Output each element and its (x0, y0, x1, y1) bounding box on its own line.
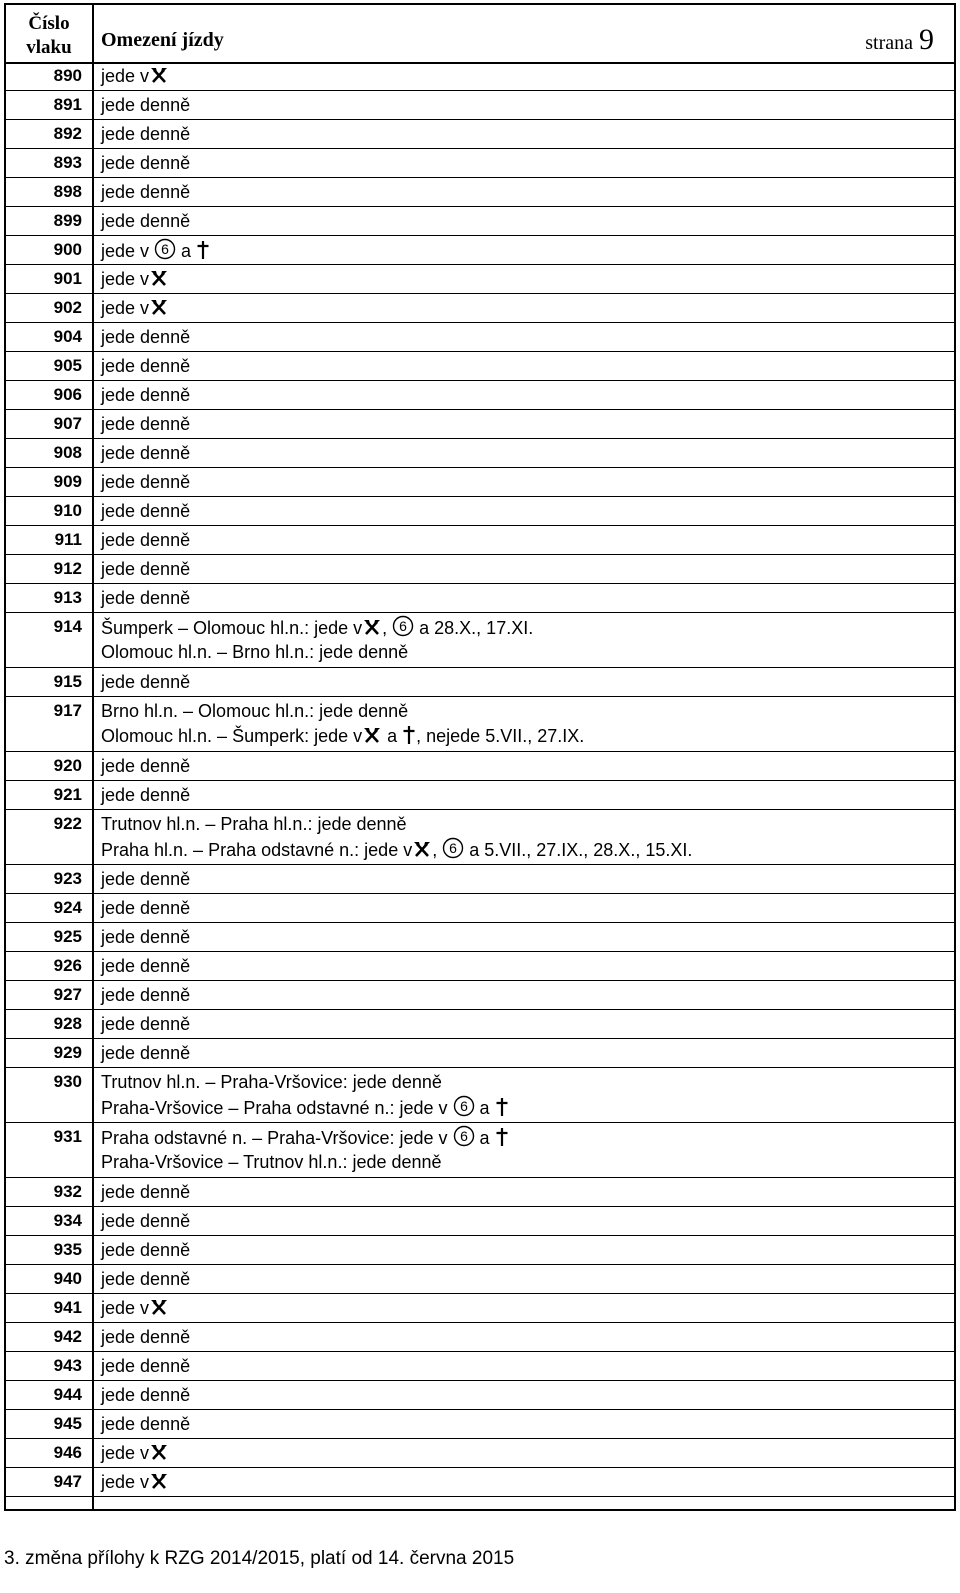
restriction-text (101, 1439, 954, 1466)
table-row (6, 265, 954, 294)
restriction-line: Praha-Vršovice – Trutnov hl.n.: jede denně (101, 1152, 442, 1172)
train-number: 947 (53, 1472, 82, 1491)
page-number (865, 23, 934, 57)
train-number: 926 (53, 956, 82, 975)
train-number: 925 (53, 927, 82, 946)
train-number: 904 (53, 327, 82, 346)
restriction-text (101, 236, 954, 263)
train-number: 914 (53, 617, 82, 636)
cross-sunday-icon (402, 725, 416, 752)
restriction-text (101, 149, 954, 176)
restriction-line: jede v (101, 296, 954, 321)
restriction-line: jede denně (101, 956, 191, 976)
train-number: 915 (53, 672, 82, 691)
restriction-header: Omezení jízdy (101, 29, 224, 51)
table-row (6, 865, 954, 894)
restriction-text (101, 668, 954, 695)
workday-hammers-icon (412, 839, 432, 859)
table-row (6, 555, 954, 584)
restriction-line: jede denně (101, 124, 191, 144)
cross-sunday-icon (196, 240, 210, 267)
table-row (6, 468, 954, 497)
table-row (6, 497, 954, 526)
train-number: 902 (53, 298, 82, 317)
train-number: 906 (53, 385, 82, 404)
train-number: 912 (53, 559, 82, 578)
restriction-text (101, 1236, 954, 1263)
table-row (6, 207, 954, 236)
circled-six-icon (453, 1095, 475, 1117)
train-number: 940 (53, 1269, 82, 1288)
page-label: strana (865, 32, 913, 54)
header-vlaku: vlaku (26, 37, 72, 58)
workday-hammers-icon (149, 1297, 169, 1324)
table-row (6, 1178, 954, 1207)
restriction-text (101, 410, 954, 437)
train-table (6, 62, 954, 1497)
train-number: 932 (53, 1182, 82, 1201)
restriction-text (101, 810, 954, 862)
workday-hammers-icon (362, 725, 382, 745)
restriction-line: jede v (101, 267, 954, 292)
restriction-text (101, 952, 954, 979)
restriction-line: jede denně (101, 327, 191, 347)
train-number: 935 (53, 1240, 82, 1259)
header-cislo: Číslo (28, 13, 70, 34)
train-number: 892 (53, 124, 82, 143)
workday-hammers-icon (149, 297, 169, 324)
train-number: 909 (53, 472, 82, 491)
restriction-line: jede denně (101, 385, 191, 405)
table-row (6, 236, 954, 265)
restriction-line: jede denně (101, 1269, 191, 1289)
svg-text:6: 6 (459, 1098, 468, 1114)
table-row (6, 752, 954, 781)
train-number: 900 (53, 240, 82, 259)
table-row (6, 952, 954, 981)
restriction-line: jede denně (101, 472, 191, 492)
circled-six-icon (453, 1095, 475, 1124)
restriction-text (101, 555, 954, 582)
restriction-text (101, 1068, 954, 1120)
restriction-text (101, 497, 954, 524)
svg-text:6: 6 (399, 618, 408, 634)
workday-hammers-icon (149, 297, 169, 317)
cross-sunday-icon (495, 1127, 509, 1154)
restriction-line: jede denně (101, 1014, 191, 1034)
table-row (6, 381, 954, 410)
train-number: 927 (53, 985, 82, 1004)
restriction-line: Brno hl.n. – Olomouc hl.n.: jede denně (101, 701, 409, 721)
restriction-line: jede denně (101, 1240, 191, 1260)
restriction-line: jede denně (101, 1043, 191, 1063)
circled-six-icon (154, 238, 176, 260)
restriction-text (101, 1207, 954, 1234)
restriction-text (101, 352, 954, 379)
restriction-text (101, 62, 954, 89)
restriction-text (101, 613, 954, 665)
circled-six-icon (442, 837, 464, 866)
restriction-line: jede denně (101, 1182, 191, 1202)
restriction-line: jede denně (101, 588, 191, 608)
table-row (6, 697, 954, 752)
train-number: 930 (53, 1072, 82, 1091)
table-row (6, 584, 954, 613)
restriction-text (101, 1410, 954, 1437)
workday-hammers-icon (412, 839, 432, 866)
circled-six-icon (154, 238, 176, 267)
table-row (6, 294, 954, 323)
train-number: 907 (53, 414, 82, 433)
restriction-line: jede denně (101, 927, 191, 947)
cross-sunday-icon (196, 240, 210, 260)
workday-hammers-icon (149, 1442, 169, 1469)
circled-six-icon (442, 837, 464, 859)
table-row (6, 91, 954, 120)
workday-hammers-icon (362, 617, 382, 637)
table-row (6, 439, 954, 468)
restriction-text (101, 923, 954, 950)
train-number: 924 (53, 898, 82, 917)
restriction-text (101, 894, 954, 921)
table-row (6, 1265, 954, 1294)
restriction-text (101, 1178, 954, 1205)
restriction-line: jede denně (101, 414, 191, 434)
circled-six-icon (453, 1125, 475, 1147)
train-number: 898 (53, 182, 82, 201)
restriction-line: jede denně (101, 182, 191, 202)
restriction-text (101, 781, 954, 808)
table-row (6, 352, 954, 381)
train-number: 934 (53, 1211, 82, 1230)
train-number: 929 (53, 1043, 82, 1062)
restriction-line: jede v (101, 1296, 954, 1321)
restriction-line: jede denně (101, 785, 191, 805)
restriction-text (101, 91, 954, 118)
train-number: 899 (53, 211, 82, 230)
restriction-text (101, 697, 954, 749)
train-number: 922 (53, 814, 82, 833)
restriction-text (101, 207, 954, 234)
train-number: 946 (53, 1443, 82, 1462)
restriction-text (101, 1123, 954, 1175)
train-number: 942 (53, 1327, 82, 1346)
restriction-text (101, 1352, 954, 1379)
restriction-line: Praha odstavné n. – Praha-Vršovice: jede v 6 a (101, 1125, 954, 1150)
table-row (6, 410, 954, 439)
restriction-text (101, 584, 954, 611)
restriction-line: jede denně (101, 443, 191, 463)
restriction-line: jede v (101, 1441, 954, 1466)
restriction-text (101, 1294, 954, 1321)
timetable-page (4, 3, 956, 1511)
restriction-text (101, 1468, 954, 1495)
table-row (6, 1236, 954, 1265)
table-row (6, 1294, 954, 1323)
restriction-line: jede denně (101, 356, 191, 376)
svg-text:6: 6 (449, 840, 458, 856)
restriction-line: jede denně (101, 672, 191, 692)
train-number: 944 (53, 1385, 82, 1404)
restriction-line: jede v (101, 64, 954, 89)
train-number: 931 (53, 1127, 82, 1146)
cross-sunday-icon (495, 1097, 509, 1124)
workday-hammers-icon (149, 65, 169, 85)
table-row (6, 1207, 954, 1236)
restriction-line: Trutnov hl.n. – Praha hl.n.: jede denně (101, 814, 407, 834)
circled-six-icon (392, 615, 414, 637)
footer-note: 3. změna přílohy k RZG 2014/2015, platí od 14. června 2015 (4, 1548, 515, 1569)
workday-hammers-icon (149, 1297, 169, 1317)
restriction-text (101, 468, 954, 495)
table-row (6, 1010, 954, 1039)
restriction-line: jede denně (101, 1385, 191, 1405)
restriction-text (101, 752, 954, 779)
restriction-text (101, 1265, 954, 1292)
table-row (6, 1439, 954, 1468)
table-row (6, 810, 954, 865)
restriction-text (101, 265, 954, 292)
restriction-line: jede denně (101, 1211, 191, 1231)
train-number: 917 (53, 701, 82, 720)
table-row (6, 613, 954, 668)
train-number: 941 (53, 1298, 82, 1317)
restriction-line: jede denně (101, 1327, 191, 1347)
restriction-text (101, 1010, 954, 1037)
restriction-line: jede denně (101, 501, 191, 521)
restriction-line: Olomouc hl.n. – Brno hl.n.: jede denně (101, 642, 409, 662)
table-row (6, 1323, 954, 1352)
circled-six-icon (453, 1125, 475, 1154)
restriction-line: Praha hl.n. – Praha odstavné n.: jede v , 6 a 5.VII., 27.IX., 28.X., 15.XI. (101, 837, 954, 862)
page-num: 9 (919, 23, 934, 56)
train-number: 901 (53, 269, 82, 288)
restriction-text (101, 526, 954, 553)
table-row (6, 981, 954, 1010)
cross-sunday-icon (402, 725, 416, 745)
train-number: 923 (53, 869, 82, 888)
restriction-text (101, 1381, 954, 1408)
table-row (6, 149, 954, 178)
table-row (6, 1123, 954, 1178)
table-row (6, 62, 954, 91)
restriction-line: Trutnov hl.n. – Praha-Vršovice: jede denně (101, 1072, 442, 1092)
workday-hammers-icon (149, 1471, 169, 1491)
restriction-line: jede v 6 a (101, 238, 954, 263)
workday-hammers-icon (149, 268, 169, 295)
restriction-line: Praha-Vršovice – Praha odstavné n.: jede v 6 a (101, 1095, 954, 1120)
workday-hammers-icon (362, 725, 382, 752)
restriction-line: jede denně (101, 1356, 191, 1376)
restriction-text (101, 323, 954, 350)
train-number: 913 (53, 588, 82, 607)
table-row (6, 668, 954, 697)
table-row (6, 178, 954, 207)
restriction-text (101, 381, 954, 408)
restriction-text (101, 178, 954, 205)
table-header (6, 5, 954, 64)
table-row (6, 526, 954, 555)
restriction-line: Šumperk – Olomouc hl.n.: jede v , 6 a 28.X., 17.XI. (101, 615, 954, 640)
train-number: 920 (53, 756, 82, 775)
restriction-text (101, 294, 954, 321)
restriction-text (101, 981, 954, 1008)
table-row (6, 894, 954, 923)
restriction-line: jede denně (101, 985, 191, 1005)
train-number: 908 (53, 443, 82, 462)
svg-text:6: 6 (459, 1128, 468, 1144)
restriction-line: jede denně (101, 898, 191, 918)
table-row (6, 1410, 954, 1439)
table-row (6, 1352, 954, 1381)
train-number: 943 (53, 1356, 82, 1375)
train-number: 921 (53, 785, 82, 804)
table-row (6, 1068, 954, 1123)
restriction-line: Olomouc hl.n. – Šumperk: jede v a , nejede 5.VII., 27.IX. (101, 724, 954, 749)
train-number: 945 (53, 1414, 82, 1433)
train-number: 910 (53, 501, 82, 520)
cross-sunday-icon (495, 1127, 509, 1147)
workday-hammers-icon (149, 268, 169, 288)
restriction-line: jede denně (101, 756, 191, 776)
train-number: 911 (54, 530, 82, 549)
workday-hammers-icon (149, 65, 169, 92)
cross-sunday-icon (495, 1097, 509, 1117)
restriction-text (101, 1323, 954, 1350)
svg-text:6: 6 (161, 241, 169, 257)
table-row (6, 1381, 954, 1410)
restriction-line: jede denně (101, 153, 191, 173)
restriction-line: jede denně (101, 869, 191, 889)
train-number-header (6, 12, 92, 60)
workday-hammers-icon (149, 1471, 169, 1498)
restriction-text (101, 865, 954, 892)
train-number: 890 (53, 66, 82, 85)
restriction-text (101, 120, 954, 147)
restriction-text (101, 439, 954, 466)
table-row (6, 120, 954, 149)
table-row (6, 781, 954, 810)
table-row (6, 1468, 954, 1497)
restriction-line: jede denně (101, 559, 191, 579)
restriction-text (101, 1039, 954, 1066)
workday-hammers-icon (149, 1442, 169, 1462)
table-row (6, 923, 954, 952)
train-number: 893 (53, 153, 82, 172)
train-number: 891 (53, 95, 82, 114)
restriction-line: jede denně (101, 95, 191, 115)
train-number: 928 (53, 1014, 82, 1033)
table-row (6, 1039, 954, 1068)
table-row (6, 323, 954, 352)
restriction-line: jede denně (101, 211, 191, 231)
restriction-line: jede denně (101, 530, 191, 550)
restriction-line: jede denně (101, 1414, 191, 1434)
restriction-line: jede v (101, 1470, 954, 1495)
train-number: 905 (53, 356, 82, 375)
